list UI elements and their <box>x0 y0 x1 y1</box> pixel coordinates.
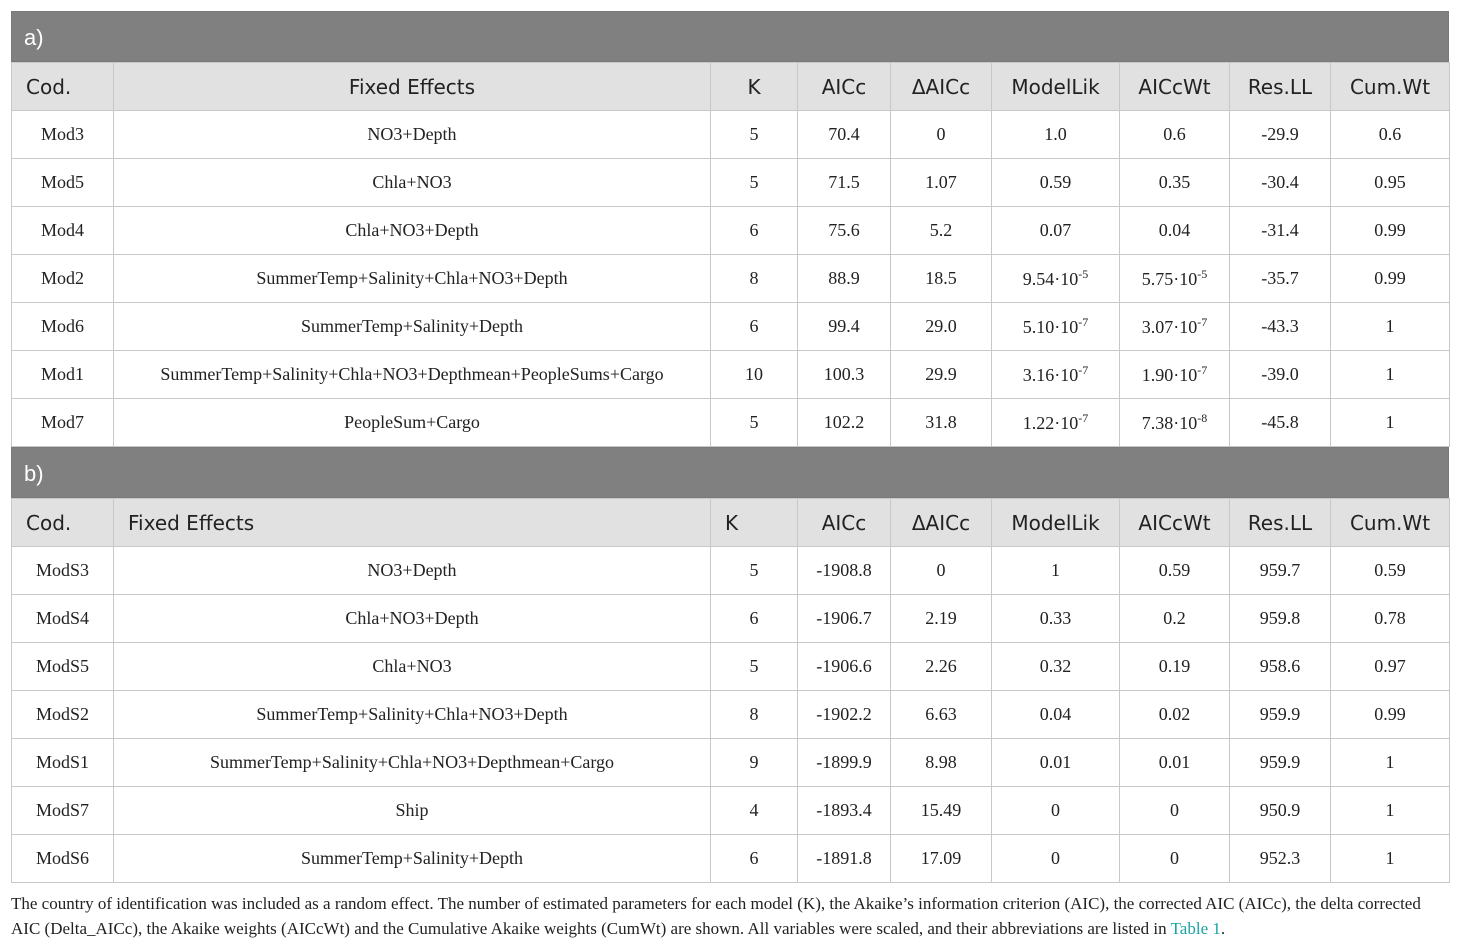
cell-aicc: -1906.6 <box>798 643 891 691</box>
cell-cod: ModS5 <box>12 643 114 691</box>
cell-cod: ModS4 <box>12 595 114 643</box>
cell-fixed-effects: Chla+NO3+Depth <box>114 207 711 255</box>
cell-fixed-effects: NO3+Depth <box>114 111 711 159</box>
table-b-body <box>12 547 1450 883</box>
cell-cum-wt: 1 <box>1331 787 1450 835</box>
cell-k: 5 <box>711 159 798 207</box>
cell-cum-wt: 0.59 <box>1331 547 1450 595</box>
cell-aiccwt: $1.90\cdot 10^{-7}$ <box>1120 351 1230 399</box>
cell-aicc: 75.6 <box>798 207 891 255</box>
table-row <box>12 691 1450 739</box>
cell-k: 5 <box>711 111 798 159</box>
cell-cod: ModS3 <box>12 547 114 595</box>
cell-delta-aicc: 5.2 <box>891 207 992 255</box>
table-b <box>11 498 1450 883</box>
header-k: K <box>711 63 798 111</box>
table-b-header-row <box>12 499 1450 547</box>
header-modellik: ModelLik <box>992 499 1120 547</box>
cell-aiccwt: 0.02 <box>1120 691 1230 739</box>
cell-delta-aicc: 0 <box>891 547 992 595</box>
cell-fixed-effects: SummerTemp+Salinity+Chla+NO3+Depthmean+Cargo <box>114 739 711 787</box>
cell-delta-aicc: 29.9 <box>891 351 992 399</box>
cell-k: 5 <box>711 547 798 595</box>
cell-cum-wt: 0.97 <box>1331 643 1450 691</box>
cell-res-ll: 959.7 <box>1230 547 1331 595</box>
cell-delta-aicc: 8.98 <box>891 739 992 787</box>
table-row <box>12 547 1450 595</box>
caption-line-1: The country of identification was included as a random effect. The number of estimated parameters for each model (K), the Akaike’s information criterion (AIC), the corrected AIC (AICc), the <box>11 894 1317 913</box>
cell-aiccwt: 0.01 <box>1120 739 1230 787</box>
cell-fixed-effects: NO3+Depth <box>114 547 711 595</box>
cell-modellik: 1 <box>992 547 1120 595</box>
cell-aiccwt: 0.04 <box>1120 207 1230 255</box>
header-res-ll: Res.LL <box>1230 63 1331 111</box>
cell-aicc: 102.2 <box>798 399 891 447</box>
cell-res-ll: 958.6 <box>1230 643 1331 691</box>
cell-modellik: 0.33 <box>992 595 1120 643</box>
cell-modellik: 0 <box>992 787 1120 835</box>
cell-fixed-effects: Ship <box>114 787 711 835</box>
header-fixed-effects: Fixed Effects <box>114 63 711 111</box>
cell-res-ll: 959.9 <box>1230 739 1331 787</box>
cell-cum-wt: 1 <box>1331 303 1450 351</box>
cell-cod: Mod7 <box>12 399 114 447</box>
cell-cum-wt: 0.99 <box>1331 691 1450 739</box>
table-row <box>12 739 1450 787</box>
cell-cod: Mod2 <box>12 255 114 303</box>
table-row <box>12 835 1450 883</box>
table-row <box>12 787 1450 835</box>
cell-aiccwt: 0.2 <box>1120 595 1230 643</box>
table-1-link[interactable]: Table 1 <box>1170 919 1221 938</box>
header-fixed-effects: Fixed Effects <box>114 499 711 547</box>
cell-aiccwt: $3.07\cdot 10^{-7}$ <box>1120 303 1230 351</box>
cell-aicc: 99.4 <box>798 303 891 351</box>
cell-cod: ModS2 <box>12 691 114 739</box>
cell-fixed-effects: SummerTemp+Salinity+Depth <box>114 835 711 883</box>
cell-k: 6 <box>711 595 798 643</box>
cell-fixed-effects: Chla+NO3 <box>114 159 711 207</box>
cell-res-ll: 950.9 <box>1230 787 1331 835</box>
cell-aicc: 71.5 <box>798 159 891 207</box>
cell-res-ll: -30.4 <box>1230 159 1331 207</box>
cell-delta-aicc: 31.8 <box>891 399 992 447</box>
cell-delta-aicc: 29.0 <box>891 303 992 351</box>
cell-k: 5 <box>711 399 798 447</box>
cell-k: 9 <box>711 739 798 787</box>
header-k: K <box>711 499 798 547</box>
cell-cod: Mod4 <box>12 207 114 255</box>
cell-modellik: $5.10\cdot 10^{-7}$ <box>992 303 1120 351</box>
cell-modellik: 0.04 <box>992 691 1120 739</box>
cell-fixed-effects: SummerTemp+Salinity+Chla+NO3+Depthmean+PeopleSums+Cargo <box>114 351 711 399</box>
cell-k: 5 <box>711 643 798 691</box>
cell-aiccwt: 0 <box>1120 835 1230 883</box>
cell-cod: Mod3 <box>12 111 114 159</box>
cell-k: 6 <box>711 303 798 351</box>
cell-aiccwt: 0.35 <box>1120 159 1230 207</box>
cell-modellik: $1.22\cdot 10^{-7}$ <box>992 399 1120 447</box>
cell-aicc: -1902.2 <box>798 691 891 739</box>
cell-delta-aicc: 2.26 <box>891 643 992 691</box>
header-modellik: ModelLik <box>992 63 1120 111</box>
cell-res-ll: -45.8 <box>1230 399 1331 447</box>
table-row <box>12 351 1450 399</box>
cell-fixed-effects: Chla+NO3 <box>114 643 711 691</box>
table-row <box>12 595 1450 643</box>
cell-delta-aicc: 15.49 <box>891 787 992 835</box>
cell-cum-wt: 0.99 <box>1331 255 1450 303</box>
cell-cum-wt: 1 <box>1331 351 1450 399</box>
header-aicc: AICc <box>798 499 891 547</box>
cell-cod: ModS6 <box>12 835 114 883</box>
cell-cod: Mod6 <box>12 303 114 351</box>
cell-res-ll: -35.7 <box>1230 255 1331 303</box>
cell-aiccwt: 0 <box>1120 787 1230 835</box>
cell-res-ll: 959.9 <box>1230 691 1331 739</box>
cell-modellik: $3.16\cdot 10^{-7}$ <box>992 351 1120 399</box>
cell-cum-wt: 1 <box>1331 739 1450 787</box>
cell-delta-aicc: 2.19 <box>891 595 992 643</box>
header-cod: Cod. <box>12 63 114 111</box>
cell-cum-wt: 0.78 <box>1331 595 1450 643</box>
cell-res-ll: -29.9 <box>1230 111 1331 159</box>
caption-line-2: delta corrected AIC (Delta_AICc), the Akaike weights (AICcWt) and the Cumulative Akaike weights (CumWt) are shown. All variables were scaled, and their abbreviations are listed in <box>11 894 1421 938</box>
cell-modellik: 0 <box>992 835 1120 883</box>
cell-aicc: 70.4 <box>798 111 891 159</box>
cell-cod: ModS1 <box>12 739 114 787</box>
cell-delta-aicc: 1.07 <box>891 159 992 207</box>
table-a-header-row <box>12 63 1450 111</box>
cell-delta-aicc: 17.09 <box>891 835 992 883</box>
cell-modellik: $9.54\cdot 10^{-5}$ <box>992 255 1120 303</box>
cell-aiccwt: 0.19 <box>1120 643 1230 691</box>
cell-res-ll: 959.8 <box>1230 595 1331 643</box>
cell-delta-aicc: 6.63 <box>891 691 992 739</box>
cell-delta-aicc: 18.5 <box>891 255 992 303</box>
cell-cum-wt: 0.95 <box>1331 159 1450 207</box>
cell-aiccwt: $7.38\cdot 10^{-8}$ <box>1120 399 1230 447</box>
cell-res-ll: 952.3 <box>1230 835 1331 883</box>
cell-modellik: 1.0 <box>992 111 1120 159</box>
table-a-body <box>12 111 1450 447</box>
cell-k: 8 <box>711 691 798 739</box>
cell-cod: Mod1 <box>12 351 114 399</box>
cell-k: 6 <box>711 835 798 883</box>
cell-fixed-effects: PeopleSum+Cargo <box>114 399 711 447</box>
table-row <box>12 303 1450 351</box>
cell-aicc: -1891.8 <box>798 835 891 883</box>
header-delta-aicc: ΔAICc <box>891 499 992 547</box>
cell-cum-wt: 1 <box>1331 399 1450 447</box>
cell-cod: Mod5 <box>12 159 114 207</box>
cell-aiccwt: $5.75\cdot 10^{-5}$ <box>1120 255 1230 303</box>
cell-aicc: -1906.7 <box>798 595 891 643</box>
cell-modellik: 0.01 <box>992 739 1120 787</box>
cell-aicc: -1893.4 <box>798 787 891 835</box>
table-container <box>11 11 1449 883</box>
cell-k: 6 <box>711 207 798 255</box>
cell-cum-wt: 1 <box>1331 835 1450 883</box>
cell-modellik: 0.59 <box>992 159 1120 207</box>
cell-fixed-effects: SummerTemp+Salinity+Depth <box>114 303 711 351</box>
cell-cum-wt: 0.6 <box>1331 111 1450 159</box>
cell-k: 10 <box>711 351 798 399</box>
header-cod: Cod. <box>12 499 114 547</box>
cell-fixed-effects: SummerTemp+Salinity+Chla+NO3+Depth <box>114 255 711 303</box>
table-row <box>12 159 1450 207</box>
table-row <box>12 643 1450 691</box>
table-row <box>12 111 1450 159</box>
cell-delta-aicc: 0 <box>891 111 992 159</box>
caption-end: . <box>1220 919 1226 938</box>
cell-fixed-effects: SummerTemp+Salinity+Chla+NO3+Depth <box>114 691 711 739</box>
cell-res-ll: -31.4 <box>1230 207 1331 255</box>
cell-modellik: 0.32 <box>992 643 1120 691</box>
cell-aicc: -1908.8 <box>798 547 891 595</box>
table-caption <box>11 891 1451 941</box>
cell-cod: ModS7 <box>12 787 114 835</box>
cell-aiccwt: 0.59 <box>1120 547 1230 595</box>
header-cum-wt: Cum.Wt <box>1331 499 1450 547</box>
cell-k: 8 <box>711 255 798 303</box>
cell-res-ll: -43.3 <box>1230 303 1331 351</box>
cell-res-ll: -39.0 <box>1230 351 1331 399</box>
cell-aicc: 100.3 <box>798 351 891 399</box>
cell-aicc: 88.9 <box>798 255 891 303</box>
cell-aicc: -1899.9 <box>798 739 891 787</box>
cell-cum-wt: 0.99 <box>1331 207 1450 255</box>
cell-fixed-effects: Chla+NO3+Depth <box>114 595 711 643</box>
header-res-ll: Res.LL <box>1230 499 1331 547</box>
cell-aiccwt: 0.6 <box>1120 111 1230 159</box>
header-aiccwt: AICcWt <box>1120 63 1230 111</box>
table-a <box>11 62 1450 447</box>
cell-k: 4 <box>711 787 798 835</box>
section-b-label: b) <box>11 447 1449 498</box>
table-row <box>12 255 1450 303</box>
header-cum-wt: Cum.Wt <box>1331 63 1450 111</box>
header-delta-aicc: ΔAICc <box>891 63 992 111</box>
header-aicc: AICc <box>798 63 891 111</box>
section-a-label: a) <box>11 11 1449 62</box>
table-row <box>12 399 1450 447</box>
cell-modellik: 0.07 <box>992 207 1120 255</box>
header-aiccwt: AICcWt <box>1120 499 1230 547</box>
table-row <box>12 207 1450 255</box>
